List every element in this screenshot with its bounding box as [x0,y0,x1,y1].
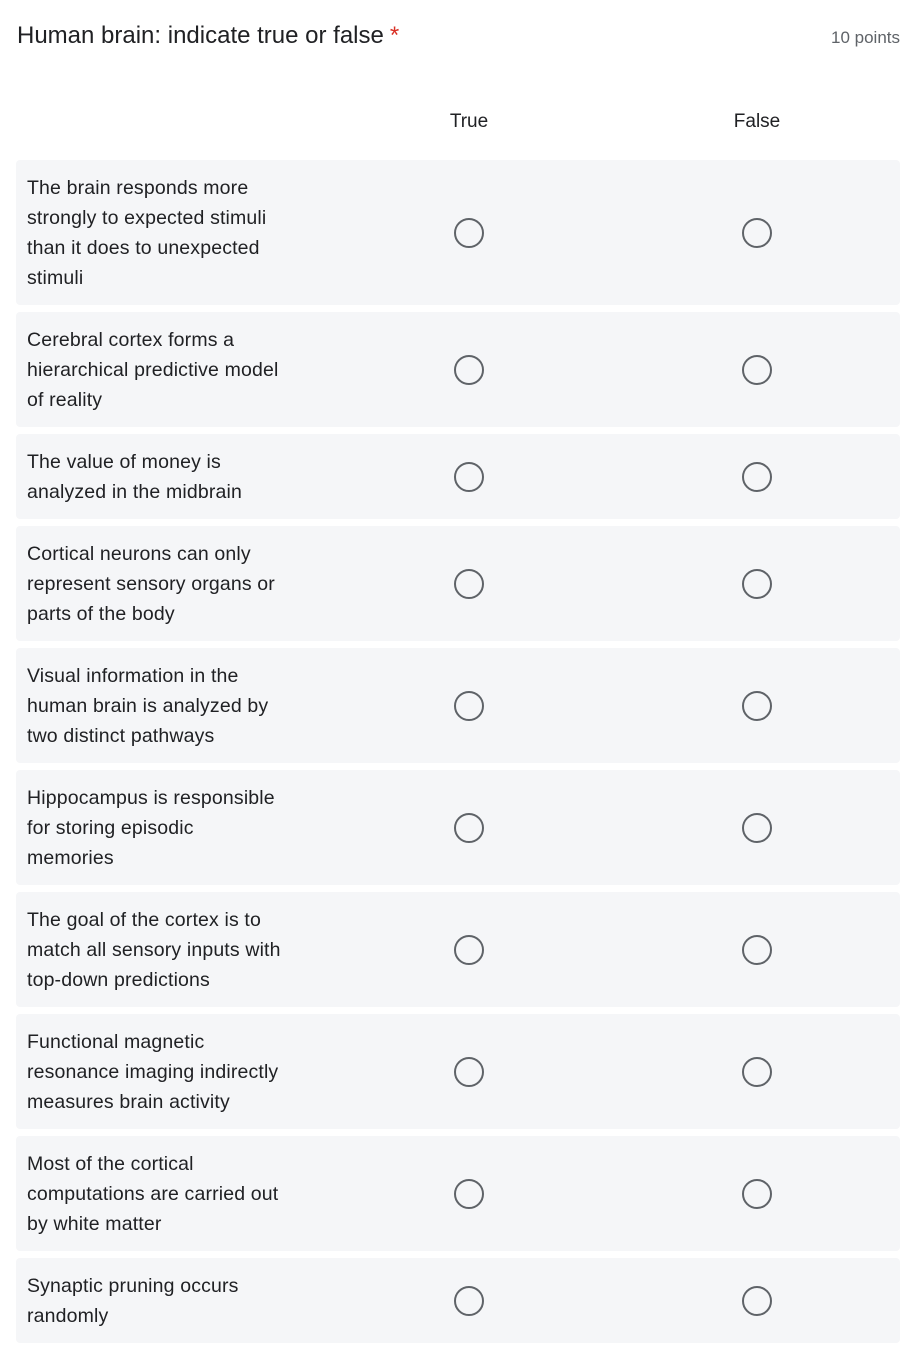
row-label-line: stimuli [27,267,84,289]
radio-true[interactable] [454,1179,484,1209]
grid-row [16,1136,900,1251]
row-label-line: hierarchical predictive model [27,359,279,381]
row-label [16,1271,357,1331]
row-label-line: parts of the body [27,603,175,625]
question-title-text: Human brain: indicate true or false [17,22,384,49]
radio-false[interactable] [742,935,772,965]
radio-true[interactable] [454,355,484,385]
row-label-line: top-down predictions [27,969,210,991]
row-label [16,905,357,995]
radio-false[interactable] [742,569,772,599]
grid-row [16,892,900,1007]
grid-row [16,160,900,305]
required-asterisk: * [389,22,400,49]
radio-true[interactable] [454,691,484,721]
radio-true[interactable] [454,462,484,492]
radio-false[interactable] [742,1179,772,1209]
row-label [16,447,357,507]
row-label [16,661,357,751]
radio-true[interactable] [454,218,484,248]
radio-false[interactable] [742,218,772,248]
grid-row [16,1258,900,1343]
radio-true[interactable] [454,1057,484,1087]
row-label [16,783,357,873]
row-label-line: than it does to unexpected [27,237,260,259]
row-label [16,539,357,629]
row-label-line: two distinct pathways [27,725,215,747]
grid-row [16,526,900,641]
grid-row [16,434,900,519]
row-label-line: for storing episodic [27,817,194,839]
row-label-line: The brain responds more [27,177,249,199]
row-label-line: of reality [27,389,103,411]
row-label-line: Functional magnetic [27,1031,205,1053]
grid-row [16,770,900,885]
radio-true[interactable] [454,813,484,843]
row-label-line: analyzed in the midbrain [27,481,242,503]
row-label-line: measures brain activity [27,1091,230,1113]
row-label [16,1027,357,1117]
row-label-line: The goal of the cortex is to [27,909,261,931]
row-label-line: Synaptic pruning occurs [27,1275,239,1297]
row-label-line: match all sensory inputs with [27,939,281,961]
row-label-line: resonance imaging indirectly [27,1061,279,1083]
row-label-line: randomly [27,1305,109,1327]
radio-false[interactable] [742,1286,772,1316]
row-label-line: human brain is analyzed by [27,695,269,717]
grid-row [16,312,900,427]
radio-true[interactable] [454,935,484,965]
row-label [16,173,357,293]
column-header-true: True [449,111,489,132]
row-label-line: computations are carried out [27,1183,279,1205]
radio-true[interactable] [454,1286,484,1316]
column-header-false: False [733,111,781,132]
row-label-line: memories [27,847,114,869]
radio-false[interactable] [742,462,772,492]
radio-false[interactable] [742,1057,772,1087]
radio-false[interactable] [742,691,772,721]
row-label-line: Most of the cortical [27,1153,194,1175]
row-label-line: represent sensory organs or [27,573,275,595]
row-label [16,325,357,415]
row-label-line: Cerebral cortex forms a [27,329,235,351]
points-label: 10 points [831,28,900,47]
radio-true[interactable] [454,569,484,599]
grid-row [16,648,900,763]
radio-false[interactable] [742,355,772,385]
grid-row [16,1014,900,1129]
row-label-line: Visual information in the [27,665,239,687]
row-label-line: Hippocampus is responsible [27,787,275,809]
question-title [17,22,399,50]
row-label [16,1149,357,1239]
radio-false[interactable] [742,813,772,843]
row-label-line: Cortical neurons can only [27,543,251,565]
row-label-line: strongly to expected stimuli [27,207,267,229]
choice-grid [16,160,900,1350]
row-label-line: The value of money is [27,451,221,473]
row-label-line: by white matter [27,1213,162,1235]
